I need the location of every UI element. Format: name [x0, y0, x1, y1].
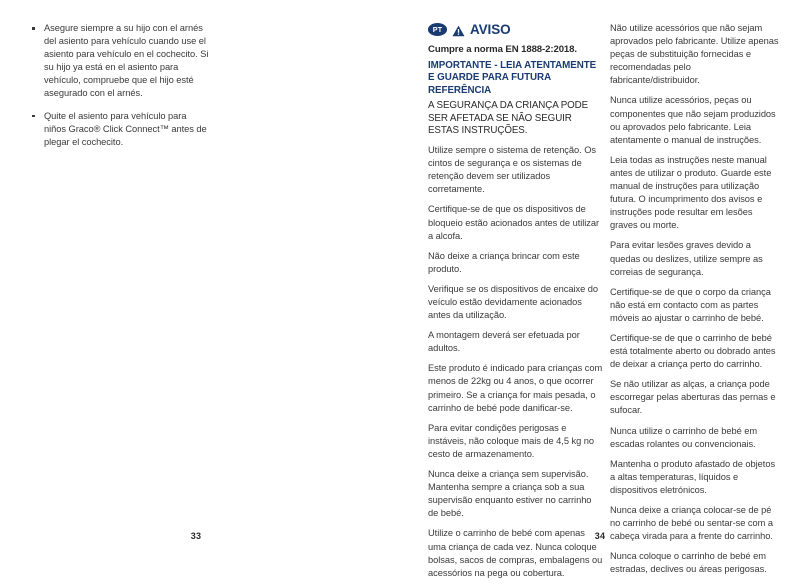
right-column-portuguese-warnings	[610, 22, 782, 583]
warning-paragraph: Não utilize acessórios que não sejam aprovados pelo fabricante. Utilize apenas peças de substituição fornecidas e recomendadas pelo fabricante/distribuidor.	[610, 23, 779, 86]
warning-paragraph: Nunca utilize o carrinho de bebé em escadas rolantes ou convencionais.	[610, 425, 758, 449]
language-badge-pt: PT	[428, 23, 447, 36]
page-number-right: 34	[594, 531, 606, 541]
warning-triangle-icon	[452, 24, 465, 36]
warning-paragraph: Nunca deixe a criança colocar-se de pé no carrinho de bebé ou sentar-se com a cabeça virada para a frente do carrinho.	[610, 505, 773, 542]
warning-paragraph: Leia todas as instruções neste manual antes de utilizar o produto. Guarde este manual de instruções para utilização futura. O incumprimento dos avisos e instruções pode resultar em lesões graves ou morte.	[610, 154, 772, 231]
warning-paragraph: Utilize sempre o sistema de retenção. Os cintos de segurança e os sistemas de retenção devem ser utilizados corretamente.	[428, 145, 596, 195]
warning-paragraph: Nunca coloque o carrinho de bebé em estradas, declives ou áreas perigosas.	[610, 551, 767, 575]
warning-paragraph: Para evitar lesões graves devido a quedas ou deslizes, utilize sempre as correias de segurança.	[610, 240, 763, 277]
warning-paragraph: Mantenha o produto afastado de objetos a altas temperaturas, líquidos e dispositivos eletrónicos.	[610, 458, 776, 495]
warning-paragraph: Verifique se os dispositivos de encaixe do veículo estão devidamente acionados antes da utilização.	[428, 283, 598, 321]
bullet-square-icon	[32, 115, 35, 118]
warning-paragraph: Certifique-se de que os dispositivos de bloqueio estão acionados antes de utilizar a alcofa.	[428, 204, 600, 241]
bullet-square-icon	[32, 27, 35, 30]
warning-paragraph: Nunca utilize acessórios, peças ou componentes que não sejam produzidos ou aprovados pelo fabricante. Leia atentamente o manual de instruções.	[610, 95, 776, 145]
warning-paragraph: Não deixe a criança brincar com este produto.	[428, 250, 580, 274]
spanish-bullet-list	[30, 22, 210, 149]
safety-heading: A SEGURANÇA DA CRIANÇA PODE SER AFETADA SE NÃO SEGUIR ESTAS INSTRUÇÕES.	[428, 100, 589, 137]
page-number-left: 33	[190, 531, 202, 541]
warning-paragraph: Utilize o carrinho de bebé com apenas uma criança de cada vez. Nunca coloque bolsas, sacos de compras, embalagens ou acessórios na pega ou cobertura.	[428, 528, 603, 578]
warning-paragraph: Nunca deixe a criança sem supervisão. Mantenha sempre a criança sob a sua supervisão enquanto estiver no carrinho de bebé.	[428, 469, 592, 519]
warning-paragraph: Certifique-se de que o carrinho de bebé está totalmente aberto ou dobrado antes de deixar a criança perto do carrinho.	[610, 332, 776, 370]
warning-header	[428, 22, 604, 37]
middle-column-portuguese-warnings	[428, 22, 604, 587]
important-heading: IMPORTANTE - LEIA ATENTAMENTE E GUARDE PARA FUTURA REFERÊNCIA	[428, 59, 597, 96]
warning-paragraph: A montagem deverá ser efetuada por adultos.	[428, 330, 580, 354]
bullet-text: Quite el asiento para vehículo para niños Graco® Click Connect™ antes de plegar el cochecito.	[44, 110, 207, 147]
warning-paragraph: Certifique-se de que o corpo da criança não está em contacto com as partes móveis ao ajustar o carrinho de bebé.	[610, 286, 771, 323]
bullet-text: Asegure siempre a su hijo con el arnés del asiento para vehículo cuando use el asiento para vehículo en el cochecito. Si su hijo ya está en el asiento para vehículo, compruebe que el hijo esté asegurado con el arnés.	[44, 23, 209, 99]
warning-paragraph: Se não utilizar as alças, a criança pode escorregar pelas aberturas das pernas e sufocar.	[610, 379, 776, 416]
left-column-spanish-warnings	[30, 22, 210, 158]
list-item	[30, 110, 210, 149]
warning-paragraph: Para evitar condições perigosas e instáveis, não coloque mais de 4,5 kg no cesto de armazenamento.	[428, 422, 594, 459]
warning-word-aviso: AVISO	[470, 21, 511, 37]
standard-compliance-line: Cumpre a norma EN 1888-2:2018.	[428, 44, 577, 55]
warning-paragraph: Este produto é indicado para crianças com menos de 22kg ou 4 anos, o que ocorrer primeiro. Se a criança for mais pesada, o carrinho de bebé pode danificar-se.	[428, 363, 603, 413]
page-left	[0, 0, 400, 565]
list-item	[30, 22, 210, 101]
